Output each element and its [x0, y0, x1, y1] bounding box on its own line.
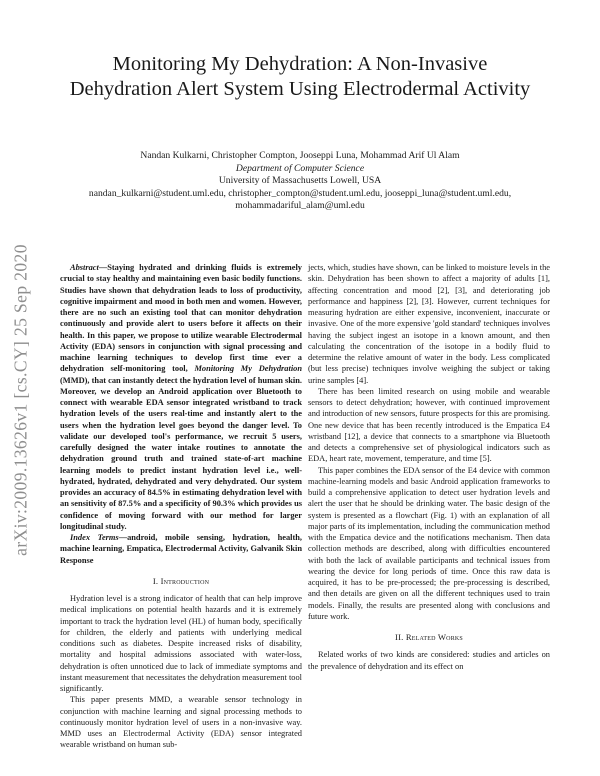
- left-column: [60, 262, 302, 751]
- abstract-label: Abstract: [70, 263, 99, 272]
- right-column: [308, 262, 550, 672]
- section-heading-introduction: [60, 576, 302, 587]
- related-works-paragraph-1: Related works of two kinds are considered: studies and articles on the prevalence of dehydration and its effect on: [308, 650, 550, 671]
- abstract-text-a: —Staying hydrated and drinking fluids is extremely crucial to stay healthy and maintaining even basic bodily functions. Studies have shown that dehydration leads to loss of productivity, cognitive impairment and mood in both men and women. However, there are no such an existing tool that can monitor dehydration continuously and provide alert to users before it affects on their health. In this paper, we propose to utilize wearable Electrodermal Activity (EDA) sensors in conjunction with signal processing and machine learning techniques to develop first time ever a dehydration self-monitoring tool,: [60, 263, 302, 374]
- section-2-number: II.: [395, 632, 406, 642]
- right-paragraph-2: There has been limited research on using mobile and wearable sensors to detect dehydration; however, with continued improvement and introduction of new sensors, future prospects for this are promising. One new device that has been recently introduced is the Empatica E4 wristband [12], a device that connects to a smartphone via Bluetooth and detects a comprehensive set of physiological indicators such as EDA, heart rate, movement, temperature, and time [5].: [308, 386, 550, 464]
- right-paragraph-1: jects, which, studies have shown, can be linked to moisture levels in the skin. Dehydration has been shown to affect a majority of adults [1], affecting concentration and mood [2], [3], and deteriorating job performance and happiness [2], [3]. However, current techniques for measuring hydration are either expensive, inconvenient, inaccurate or invasive. One of the more expensive 'gold standard' techniques involves having the subject ingest an isotope in a known amount, and then calculating the concentration of the isotope in a bodily fluid to determine the relative amount of water in the body. Less complicated (but less precise) techniques involve weighing the subject or taking urine samples [4].: [308, 263, 550, 385]
- abstract-text-b: (MMD), that can instantly detect the hydration level of human skin. Moreover, we develop an Android application over Bluetooth to connect with wearable EDA sensor integrated wristband to track hydration levels of the users real-time and instantly alert to the users when the hydration level goes beyond the danger level. To validate our developed tool's performance, we recruit 5 users, carefully designed the water intake routines to annotate the dehydration ground truth and trained state-of-art machine learning models to predict instant hydration level i.e., well-hydrated, hydrated, dehydrated and very dehydrated. Our system provides an accuracy of 84.5% in estimating dehydration level with an sensitivity of 87.5% and a specificity of 90.3% which provides us confidence of moving forward with our method for larger longitudinal study.: [60, 375, 302, 531]
- author-block: [60, 150, 540, 213]
- index-terms-label: Index Terms: [70, 533, 119, 542]
- emails-line-1: nandan_kulkarni@student.uml.edu, christopher_compton@student.uml.edu, jooseppi_luna@student.uml.edu,: [88, 187, 512, 199]
- section-1-number: I.: [152, 575, 161, 586]
- section-2-title: Related Works: [405, 632, 463, 642]
- author-names: Nandan Kulkarni, Christopher Compton, Jooseppi Luna, Mohammad Arif Ul Alam: [140, 150, 460, 161]
- intro-paragraph-1: Hydration level is a strong indicator of health that can help improve medical implications on potential health hazards and it is extremely important to track the hydration level (HL) of human body, specifically for children, the elderly and patients with underlying medical conditions such as diabetes. Despite increased risks of disability, mortality and hospital admissions associated with water-loss, dehydration is often unnoticed due to lack of immediate symptoms and instant measurement that necessitates the dehydration measurement tool significantly.: [60, 594, 302, 693]
- abstract-tool-name: Monitoring My Dehydration: [194, 364, 302, 374]
- arxiv-identifier: [5, 210, 37, 590]
- index-terms: [60, 532, 302, 566]
- arxiv-identifier-text: arXiv:2009.13626v1 [cs.CY] 25 Sep 2020: [10, 244, 31, 556]
- paper-title: Monitoring My Dehydration: A Non-Invasive Dehydration Alert System Using Electrodermal Activity: [69, 53, 531, 100]
- section-heading-related-works: [308, 632, 550, 643]
- abstract: [60, 262, 302, 532]
- index-terms-text: —android, mobile sensing, hydration, health, machine learning, Empatica, Electrodermal Activity, Galvanik Skin Response: [60, 533, 302, 565]
- university: University of Massachusetts Lowell, USA: [218, 175, 382, 186]
- intro-paragraph-2: This paper presents MMD, a wearable sensor technology in conjunction with machine learning and signal processing methods to continuously monitor hydration level of users in a non-invasive way. MMD uses an Electrodermal Activity (EDA) sensor integrated wearable wristband on human sub-: [60, 695, 302, 750]
- right-paragraph-3: This paper combines the EDA sensor of the E4 device with common machine-learning models and basic Android application frameworks to build a comprehensive application to detect user hydration levels and alert the user that he should be drinking water. The basic design of the system is presented as a flowchart (Fig. 1) with an explanation of all major parts of its implementation, including the communication method with the Empatica device and the notifications mechanism. Then data collection methods are described, along with difficulties encountered with both the lack of available participants and technical issues from wearing the device for long periods of time. Once this raw data is acquired, it has to be pre-processed; the pre-processing is described, and then details are given on all the different techniques used to train models. Finally, the results are presented along with conclusions and future work.: [308, 465, 550, 621]
- department: Department of Computer Science: [235, 162, 365, 174]
- section-1-title: Introduction: [160, 575, 210, 586]
- emails-line-2: mohammadariful_alam@uml.edu: [235, 200, 365, 211]
